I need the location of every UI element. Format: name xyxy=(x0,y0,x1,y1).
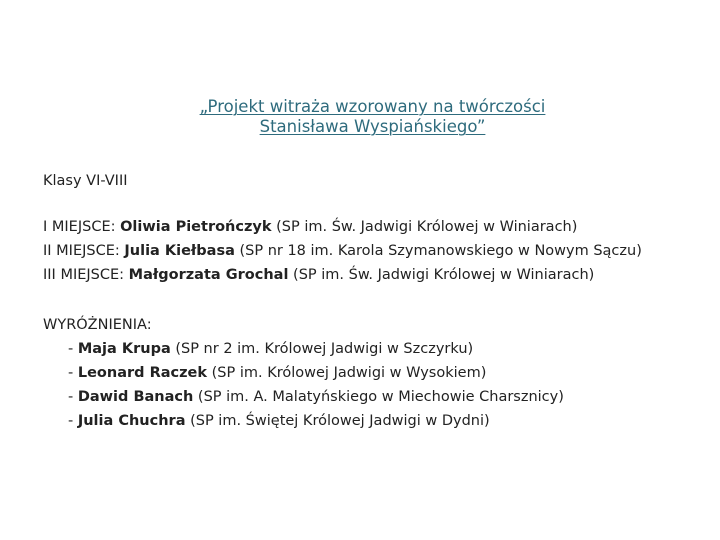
award-name: Leonard Raczek xyxy=(77,365,208,381)
title-line-2: Stanisława Wyspiańskiego” xyxy=(259,117,486,136)
school-name: (SP nr 18 im. Karola Szymanowskiego w Nowym Sączu) xyxy=(234,243,642,259)
award-bullet: - xyxy=(68,341,78,357)
award-item xyxy=(43,361,564,385)
winner-name: Oliwia Pietrończyk xyxy=(120,219,272,235)
award-school: (SP im. A. Malatyńskiego w Miechowie Charsznicy) xyxy=(193,389,564,405)
place-first xyxy=(43,215,642,239)
award-bullet: - xyxy=(68,413,78,429)
winner-name: Julia Kiełbasa xyxy=(124,243,235,259)
award-name: Dawid Banach xyxy=(77,389,194,405)
award-school: (SP nr 2 im. Królowej Jadwigi w Szczyrku) xyxy=(170,341,474,357)
place-prefix: I MIEJSCE: xyxy=(43,219,121,235)
award-item xyxy=(43,337,564,361)
awards-section xyxy=(43,313,564,433)
award-name: Julia Chuchra xyxy=(77,413,186,429)
class-label: Klasy VI-VIII xyxy=(43,173,128,189)
award-school: (SP im. Królowej Jadwigi w Wysokiem) xyxy=(207,365,487,381)
place-prefix: III MIEJSCE: xyxy=(43,267,129,283)
place-third xyxy=(43,263,642,287)
school-name: (SP im. Św. Jadwigi Królowej w Winiarach) xyxy=(288,267,595,283)
award-item xyxy=(43,385,564,409)
title-line-1: „Projekt witraża wzorowany na twórczości xyxy=(199,97,546,116)
awards-heading: WYRÓŻNIENIA: xyxy=(43,317,152,333)
award-bullet: - xyxy=(68,389,78,405)
award-name: Maja Krupa xyxy=(77,341,171,357)
award-school: (SP im. Świętej Królowej Jadwigi w Dydni) xyxy=(185,413,490,429)
award-item xyxy=(43,409,564,433)
page-title xyxy=(140,97,605,137)
place-prefix: II MIEJSCE: xyxy=(43,243,125,259)
place-second xyxy=(43,239,642,263)
places-list xyxy=(43,215,642,287)
award-bullet: - xyxy=(68,365,78,381)
winner-name: Małgorzata Grochal xyxy=(128,267,289,283)
school-name: (SP im. Św. Jadwigi Królowej w Winiarach) xyxy=(271,219,578,235)
